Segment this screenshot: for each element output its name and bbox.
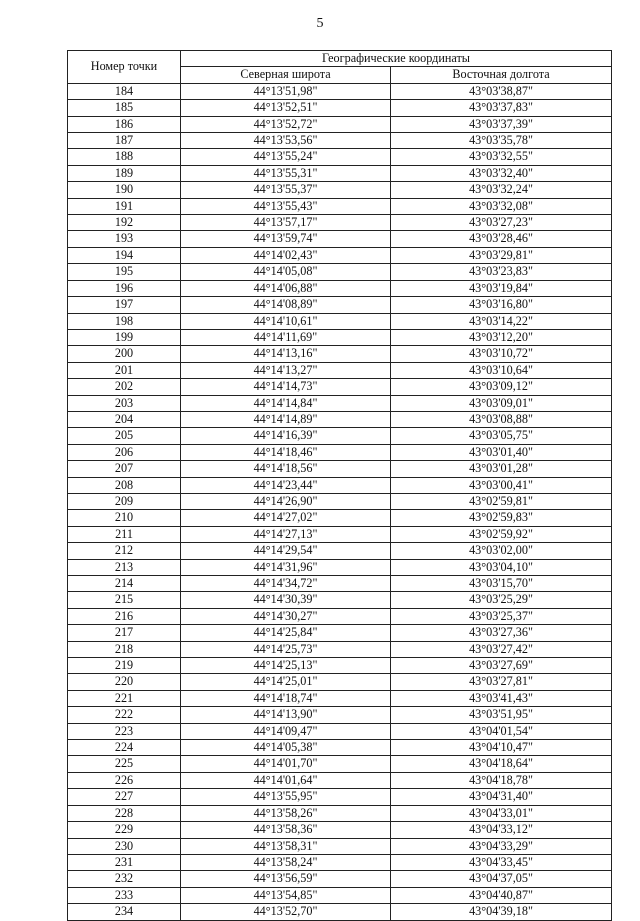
longitude-cell: 43°03'29,81" [391,247,612,263]
latitude-cell: 44°14'14,73" [181,379,391,395]
longitude-cell: 43°04'37,05" [391,871,612,887]
point-number-cell: 204 [68,411,181,427]
point-number-cell: 188 [68,149,181,165]
point-number-cell: 200 [68,346,181,362]
latitude-cell: 44°14'13,90" [181,707,391,723]
point-number-cell: 209 [68,493,181,509]
table-row [68,576,612,592]
latitude-cell: 44°14'31,96" [181,559,391,575]
longitude-cell: 43°03'25,37" [391,608,612,624]
point-number-cell: 197 [68,297,181,313]
longitude-cell: 43°04'33,45" [391,854,612,870]
latitude-cell: 44°14'25,84" [181,625,391,641]
latitude-cell: 44°14'30,27" [181,608,391,624]
point-number-cell: 184 [68,83,181,99]
point-number-cell: 225 [68,756,181,772]
point-number-cell: 212 [68,543,181,559]
longitude-cell: 43°03'01,40" [391,444,612,460]
latitude-cell: 44°13'58,31" [181,838,391,854]
page-number: 5 [316,16,324,31]
latitude-cell: 44°13'55,43" [181,198,391,214]
header-east-longitude: Восточная долгота [391,67,612,83]
table-row [68,904,612,920]
latitude-cell: 44°14'27,02" [181,510,391,526]
point-number-cell: 218 [68,641,181,657]
point-number-cell: 220 [68,674,181,690]
longitude-cell: 43°03'19,84" [391,280,612,296]
table-row [68,658,612,674]
latitude-cell: 44°14'23,44" [181,477,391,493]
point-number-cell: 210 [68,510,181,526]
table-row [68,231,612,247]
point-number-cell: 185 [68,100,181,116]
table-row [68,559,612,575]
table-row [68,133,612,149]
point-number-cell: 228 [68,805,181,821]
point-number-cell: 234 [68,904,181,920]
table-body [68,83,612,920]
longitude-cell: 43°03'37,83" [391,100,612,116]
longitude-cell: 43°04'10,47" [391,740,612,756]
table-row [68,756,612,772]
point-number-cell: 202 [68,379,181,395]
table-row [68,690,612,706]
table-row [68,543,612,559]
longitude-cell: 43°03'12,20" [391,329,612,345]
table-row [68,805,612,821]
longitude-cell: 43°03'37,39" [391,116,612,132]
longitude-cell: 43°03'02,00" [391,543,612,559]
longitude-cell: 43°03'01,28" [391,461,612,477]
table-row [68,592,612,608]
longitude-cell: 43°03'27,23" [391,215,612,231]
longitude-cell: 43°03'32,55" [391,149,612,165]
latitude-cell: 44°14'29,54" [181,543,391,559]
point-number-cell: 207 [68,461,181,477]
point-number-cell: 211 [68,526,181,542]
coordinates-table [67,50,612,921]
point-number-cell: 199 [68,329,181,345]
longitude-cell: 43°03'32,08" [391,198,612,214]
table-row [68,297,612,313]
point-number-cell: 217 [68,625,181,641]
point-number-cell: 198 [68,313,181,329]
table-row [68,789,612,805]
latitude-cell: 44°13'53,56" [181,133,391,149]
table-row [68,280,612,296]
table-row [68,379,612,395]
latitude-cell: 44°14'08,89" [181,297,391,313]
longitude-cell: 43°03'23,83" [391,264,612,280]
latitude-cell: 44°14'09,47" [181,723,391,739]
latitude-cell: 44°13'52,70" [181,904,391,920]
latitude-cell: 44°13'56,59" [181,871,391,887]
table-row [68,740,612,756]
table-row [68,346,612,362]
latitude-cell: 44°14'26,90" [181,493,391,509]
point-number-cell: 224 [68,740,181,756]
table-row [68,165,612,181]
point-number-cell: 215 [68,592,181,608]
table-row [68,838,612,854]
point-number-cell: 219 [68,658,181,674]
latitude-cell: 44°14'27,13" [181,526,391,542]
table-row [68,198,612,214]
table-row [68,510,612,526]
latitude-cell: 44°13'59,74" [181,231,391,247]
latitude-cell: 44°13'55,95" [181,789,391,805]
longitude-cell: 43°03'27,69" [391,658,612,674]
table-row [68,477,612,493]
longitude-cell: 43°04'33,01" [391,805,612,821]
point-number-cell: 196 [68,280,181,296]
longitude-cell: 43°04'01,54" [391,723,612,739]
table-row [68,428,612,444]
latitude-cell: 44°14'06,88" [181,280,391,296]
latitude-cell: 44°13'52,51" [181,100,391,116]
table-row [68,608,612,624]
longitude-cell: 43°03'27,81" [391,674,612,690]
point-number-cell: 229 [68,822,181,838]
table-row [68,625,612,641]
header-geographic-coordinates: Географические координаты [181,51,612,67]
longitude-cell: 43°03'35,78" [391,133,612,149]
latitude-cell: 44°13'58,36" [181,822,391,838]
longitude-cell: 43°03'09,01" [391,395,612,411]
table-row [68,493,612,509]
longitude-cell: 43°02'59,92" [391,526,612,542]
longitude-cell: 43°03'41,43" [391,690,612,706]
latitude-cell: 44°14'30,39" [181,592,391,608]
longitude-cell: 43°03'38,87" [391,83,612,99]
longitude-cell: 43°03'08,88" [391,411,612,427]
point-number-cell: 214 [68,576,181,592]
latitude-cell: 44°14'13,27" [181,362,391,378]
longitude-cell: 43°03'10,64" [391,362,612,378]
table-row [68,871,612,887]
longitude-cell: 43°04'39,18" [391,904,612,920]
point-number-cell: 190 [68,182,181,198]
latitude-cell: 44°14'18,56" [181,461,391,477]
longitude-cell: 43°04'18,64" [391,756,612,772]
table-row [68,707,612,723]
latitude-cell: 44°14'02,43" [181,247,391,263]
latitude-cell: 44°13'58,26" [181,805,391,821]
point-number-cell: 233 [68,887,181,903]
longitude-cell: 43°03'32,40" [391,165,612,181]
longitude-cell: 43°03'15,70" [391,576,612,592]
point-number-cell: 223 [68,723,181,739]
longitude-cell: 43°04'33,12" [391,822,612,838]
longitude-cell: 43°03'04,10" [391,559,612,575]
table-row [68,215,612,231]
point-number-cell: 192 [68,215,181,231]
latitude-cell: 44°14'11,69" [181,329,391,345]
latitude-cell: 44°13'52,72" [181,116,391,132]
point-number-cell: 205 [68,428,181,444]
latitude-cell: 44°14'25,73" [181,641,391,657]
table-row [68,641,612,657]
longitude-cell: 43°03'51,95" [391,707,612,723]
point-number-cell: 206 [68,444,181,460]
point-number-cell: 216 [68,608,181,624]
table-row [68,247,612,263]
table-row [68,444,612,460]
table-row [68,411,612,427]
point-number-cell: 221 [68,690,181,706]
longitude-cell: 43°02'59,81" [391,493,612,509]
longitude-cell: 43°03'25,29" [391,592,612,608]
point-number-cell: 186 [68,116,181,132]
latitude-cell: 44°14'05,38" [181,740,391,756]
latitude-cell: 44°14'05,08" [181,264,391,280]
latitude-cell: 44°14'18,74" [181,690,391,706]
longitude-cell: 43°03'27,42" [391,641,612,657]
longitude-cell: 43°02'59,83" [391,510,612,526]
latitude-cell: 44°14'25,01" [181,674,391,690]
point-number-cell: 193 [68,231,181,247]
point-number-cell: 213 [68,559,181,575]
longitude-cell: 43°03'14,22" [391,313,612,329]
point-number-cell: 227 [68,789,181,805]
table-row [68,887,612,903]
latitude-cell: 44°14'14,84" [181,395,391,411]
point-number-cell: 187 [68,133,181,149]
latitude-cell: 44°13'55,37" [181,182,391,198]
table-row [68,723,612,739]
latitude-cell: 44°13'55,24" [181,149,391,165]
table-row [68,313,612,329]
longitude-cell: 43°04'18,78" [391,772,612,788]
latitude-cell: 44°14'10,61" [181,313,391,329]
latitude-cell: 44°13'58,24" [181,854,391,870]
table-row [68,461,612,477]
latitude-cell: 44°14'34,72" [181,576,391,592]
longitude-cell: 43°03'28,46" [391,231,612,247]
latitude-cell: 44°14'13,16" [181,346,391,362]
latitude-cell: 44°13'54,85" [181,887,391,903]
point-number-cell: 201 [68,362,181,378]
latitude-cell: 44°14'18,46" [181,444,391,460]
table-row [68,362,612,378]
latitude-cell: 44°13'51,98" [181,83,391,99]
point-number-cell: 231 [68,854,181,870]
table-row [68,329,612,345]
point-number-cell: 191 [68,198,181,214]
table-row [68,116,612,132]
latitude-cell: 44°14'25,13" [181,658,391,674]
latitude-cell: 44°14'01,64" [181,772,391,788]
table-row [68,854,612,870]
table-row [68,83,612,99]
table-row [68,526,612,542]
point-number-cell: 195 [68,264,181,280]
longitude-cell: 43°03'32,24" [391,182,612,198]
longitude-cell: 43°03'10,72" [391,346,612,362]
table-row [68,395,612,411]
point-number-cell: 230 [68,838,181,854]
point-number-cell: 222 [68,707,181,723]
point-number-cell: 232 [68,871,181,887]
table-row [68,100,612,116]
header-north-latitude: Северная широта [181,67,391,83]
longitude-cell: 43°03'27,36" [391,625,612,641]
latitude-cell: 44°13'57,17" [181,215,391,231]
longitude-cell: 43°03'16,80" [391,297,612,313]
table-row [68,149,612,165]
latitude-cell: 44°14'14,89" [181,411,391,427]
latitude-cell: 44°13'55,31" [181,165,391,181]
point-number-cell: 208 [68,477,181,493]
latitude-cell: 44°14'01,70" [181,756,391,772]
header-point-number: Номер точки [68,51,181,84]
longitude-cell: 43°03'00,41" [391,477,612,493]
table-row [68,822,612,838]
table-row [68,264,612,280]
longitude-cell: 43°04'31,40" [391,789,612,805]
longitude-cell: 43°04'40,87" [391,887,612,903]
point-number-cell: 226 [68,772,181,788]
longitude-cell: 43°03'09,12" [391,379,612,395]
point-number-cell: 189 [68,165,181,181]
latitude-cell: 44°14'16,39" [181,428,391,444]
point-number-cell: 194 [68,247,181,263]
table-row [68,182,612,198]
table-row [68,772,612,788]
longitude-cell: 43°04'33,29" [391,838,612,854]
table-row [68,674,612,690]
longitude-cell: 43°03'05,75" [391,428,612,444]
point-number-cell: 203 [68,395,181,411]
